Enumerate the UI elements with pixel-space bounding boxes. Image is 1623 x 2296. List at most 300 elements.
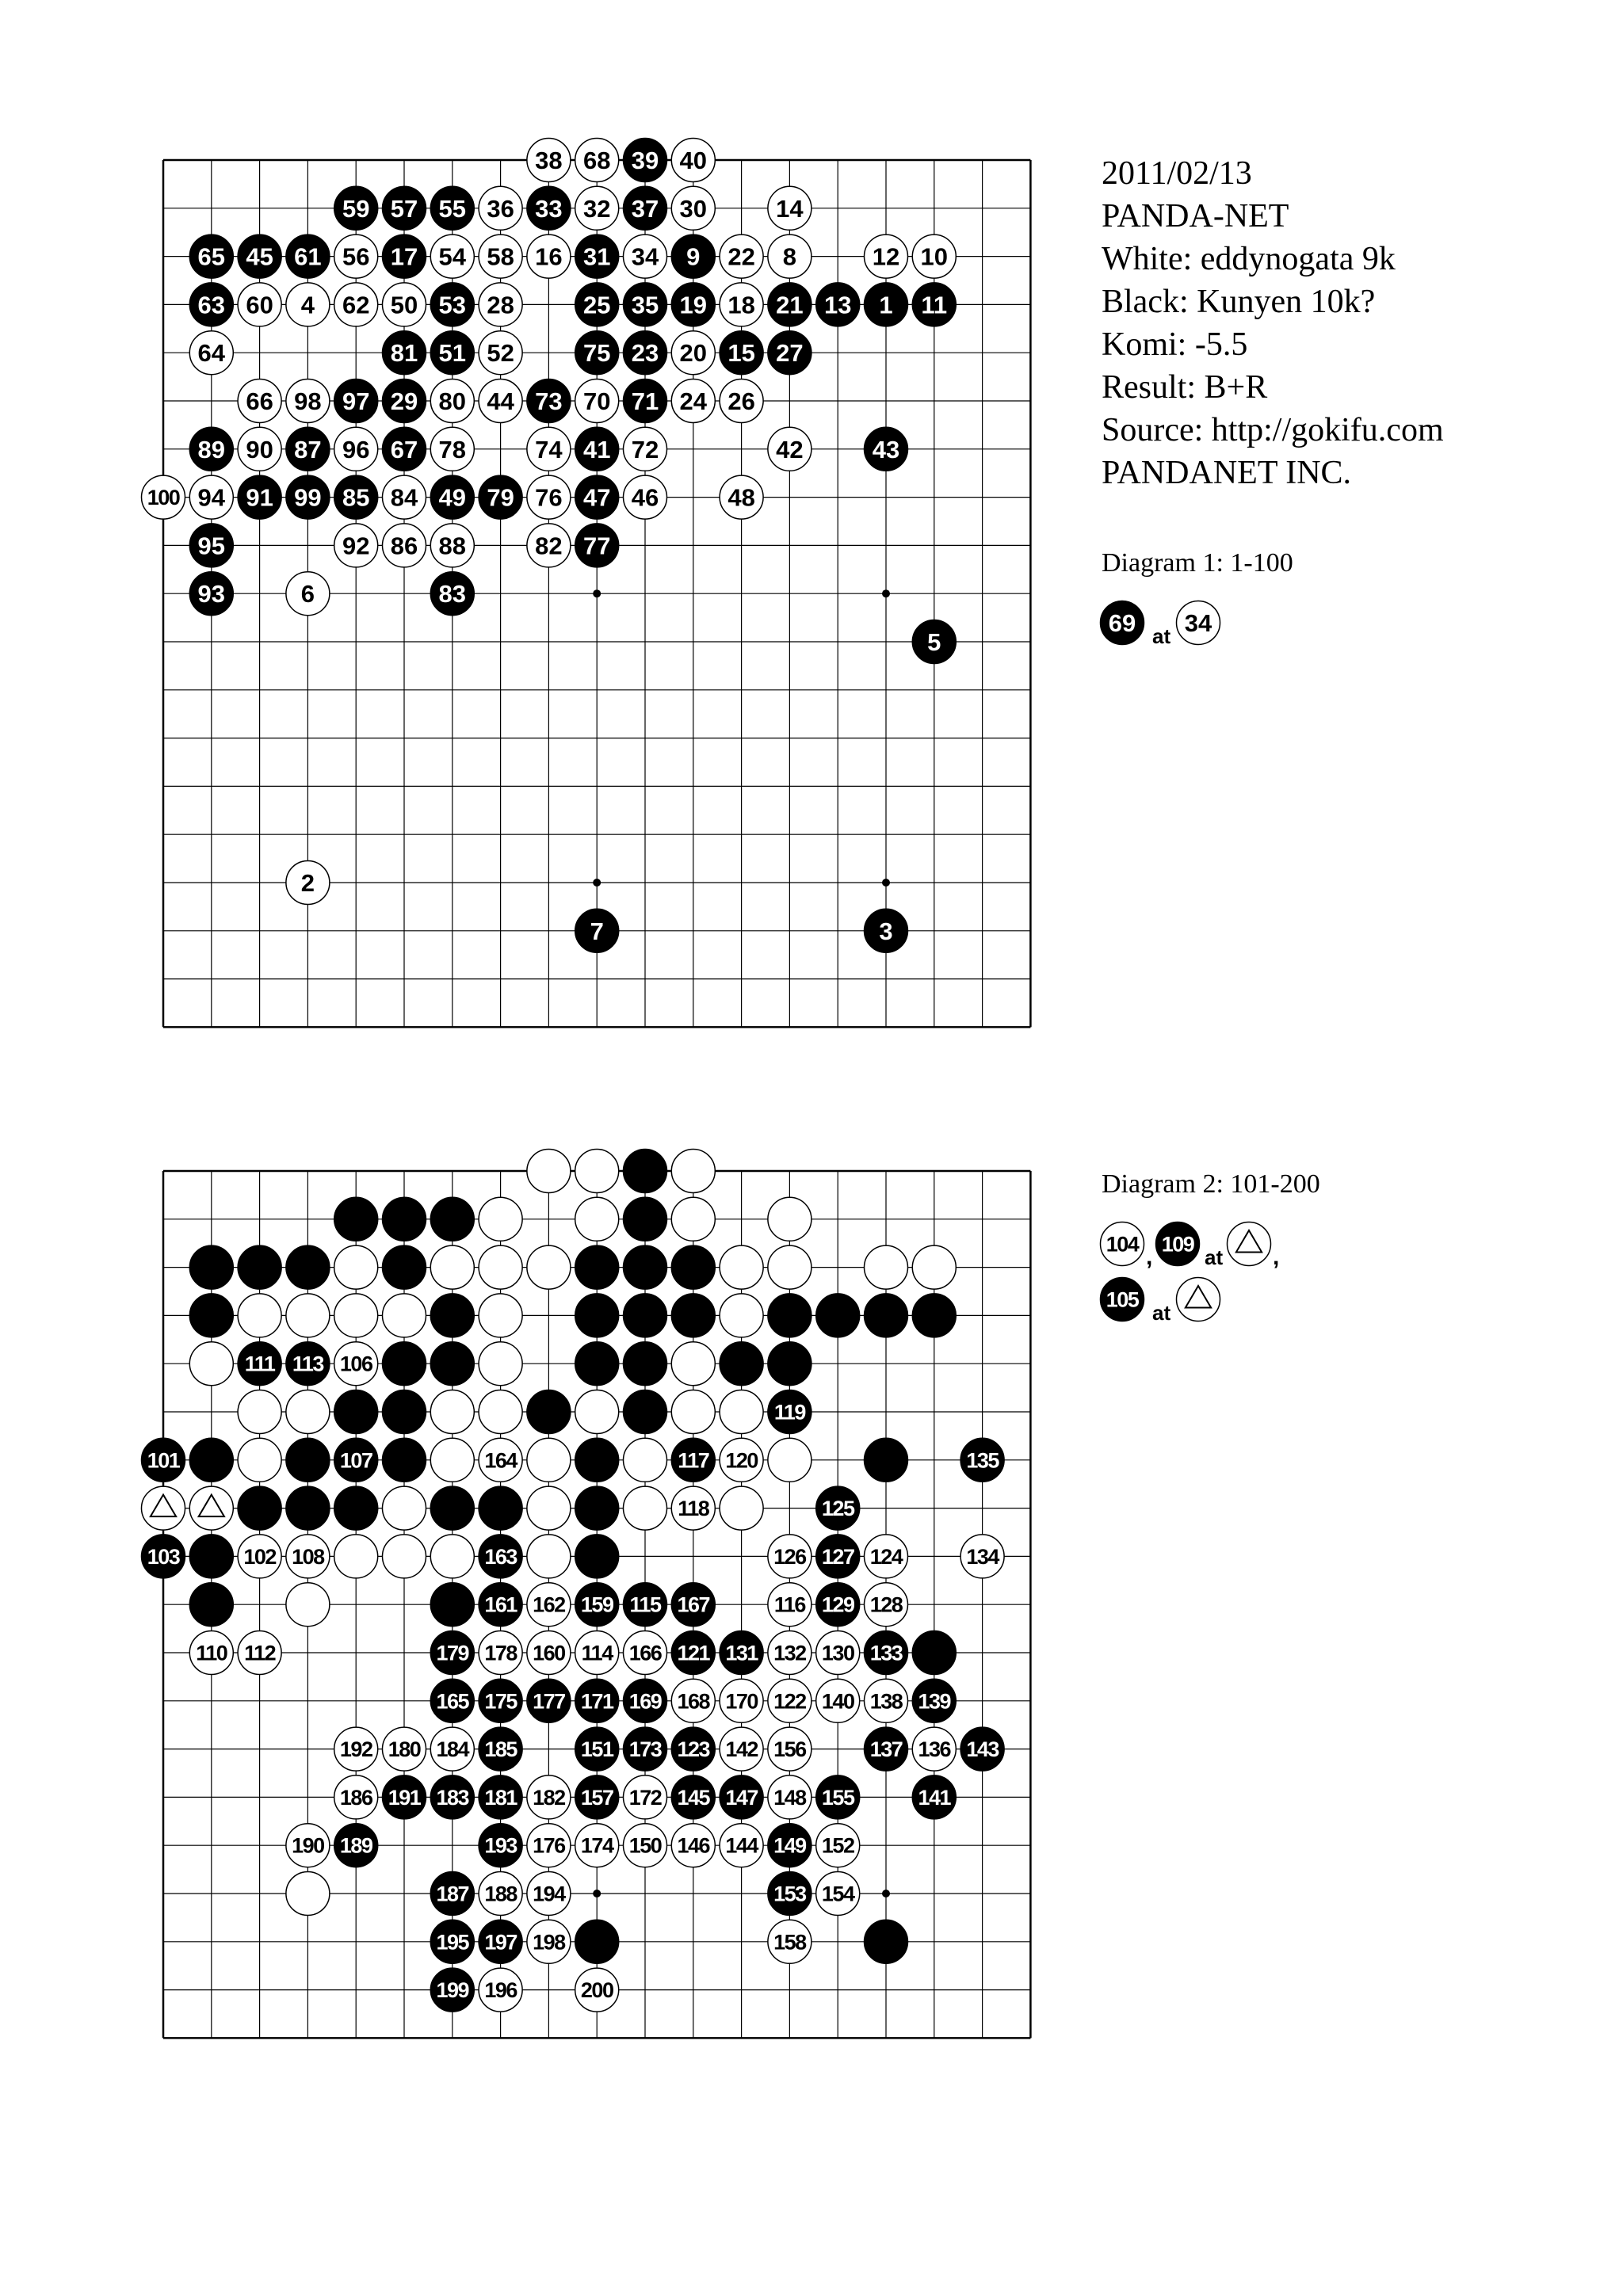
- white-stone: [671, 1342, 715, 1386]
- white-stone: [527, 427, 571, 471]
- white-stone: [527, 1438, 571, 1482]
- white-stone: [768, 1775, 812, 1819]
- white-stone: [671, 379, 715, 423]
- white-stone: [479, 1197, 522, 1241]
- black-stone: [479, 1535, 522, 1578]
- black-stone: [768, 1824, 812, 1867]
- black-stone: [189, 283, 233, 326]
- move-number: 125: [821, 1497, 854, 1521]
- move-number: 152: [821, 1833, 854, 1858]
- star-point: [882, 1890, 890, 1897]
- move-number: 1: [879, 291, 893, 319]
- black-stone: [383, 235, 426, 278]
- move-number: 9: [686, 242, 701, 271]
- black-stone: [624, 1390, 667, 1434]
- black-stone: [189, 1535, 233, 1578]
- white-stone: [720, 283, 763, 326]
- white-stone: [383, 1727, 426, 1771]
- white-stone: [383, 1294, 426, 1337]
- black-stone: [479, 1486, 522, 1530]
- move-number: 161: [484, 1592, 517, 1617]
- white-stone: [334, 524, 378, 567]
- black-stone: [671, 1775, 715, 1819]
- move-number: 108: [292, 1544, 324, 1569]
- move-number: 158: [773, 1930, 806, 1955]
- move-number: 24: [679, 387, 708, 415]
- black-stone: [479, 1679, 522, 1722]
- white-stone: [671, 1679, 715, 1722]
- move-number: 62: [342, 291, 370, 319]
- black-stone: [960, 1727, 1004, 1771]
- black-stone: [430, 1775, 474, 1819]
- move-number: 155: [821, 1785, 854, 1810]
- black-stone: [865, 1727, 908, 1771]
- black-stone: [575, 1775, 619, 1819]
- black-stone: [671, 1727, 715, 1771]
- white-stone: [671, 1150, 715, 1193]
- move-number: 48: [727, 483, 755, 512]
- white-stone: [768, 1920, 812, 1963]
- note-triangle-stone: [1228, 1222, 1271, 1266]
- note-black-stone: [1156, 1222, 1200, 1266]
- move-number: 4: [300, 291, 315, 319]
- white-stone: [189, 1486, 233, 1530]
- move-number: 106: [339, 1352, 372, 1376]
- move-number: 25: [582, 291, 611, 319]
- stones: [142, 1150, 1005, 2012]
- white-stone: [430, 427, 474, 471]
- black-stone: [527, 1390, 571, 1434]
- black-stone: [334, 379, 378, 423]
- white-stone: [479, 235, 522, 278]
- move-number: 79: [487, 483, 514, 512]
- white-stone: [671, 139, 715, 182]
- go-board-diagram-1: [0, 0, 1070, 1125]
- note-at-text: at: [1152, 1301, 1171, 1325]
- diagram-2-note: [1097, 1217, 1398, 1336]
- black-stone: [912, 1631, 956, 1675]
- black-stone: [575, 1245, 619, 1289]
- white-stone: [575, 1150, 619, 1193]
- move-number: 37: [631, 194, 659, 223]
- move-number: 112: [244, 1641, 276, 1665]
- white-stone: [479, 1631, 522, 1675]
- black-stone: [430, 1197, 474, 1241]
- white-stone: [720, 1245, 763, 1289]
- move-number: 130: [821, 1641, 854, 1665]
- white-stone: [865, 1535, 908, 1578]
- move-number: 166: [628, 1641, 662, 1665]
- white-stone: [430, 524, 474, 567]
- move-number: 14: [776, 194, 804, 223]
- move-number: 60: [246, 291, 273, 319]
- black-stone: [624, 1150, 667, 1193]
- diagram-2-title: Diagram 2: 101-200: [1102, 1169, 1320, 1199]
- black-stone: [671, 1631, 715, 1675]
- white-stone: [768, 1197, 812, 1241]
- move-number: 83: [438, 580, 467, 608]
- move-number: 120: [725, 1448, 758, 1473]
- black-stone: [286, 1486, 330, 1530]
- white-stone: [527, 1872, 571, 1916]
- black-stone: [430, 1968, 474, 2012]
- white-stone: [430, 1245, 474, 1289]
- black-stone: [624, 331, 667, 375]
- move-number: 45: [246, 242, 273, 271]
- black-stone: [624, 1294, 667, 1337]
- white-stone: [816, 1824, 860, 1867]
- black-stone: [142, 1535, 185, 1578]
- black-stone: [720, 1342, 763, 1386]
- star-point: [882, 589, 890, 597]
- move-number: 58: [487, 242, 514, 271]
- move-number: 136: [918, 1737, 951, 1762]
- black-stone: [575, 331, 619, 375]
- move-number: 168: [677, 1689, 710, 1714]
- move-number: 27: [776, 339, 804, 368]
- black-stone: [912, 1294, 956, 1337]
- black-stone: [430, 1486, 474, 1530]
- note-white-stone: [1177, 601, 1220, 645]
- black-stone: [189, 1245, 233, 1289]
- move-number: 191: [388, 1785, 421, 1810]
- black-stone: [430, 283, 474, 326]
- move-number: 105: [1106, 1287, 1139, 1312]
- white-stone: [575, 379, 619, 423]
- black-stone: [912, 283, 956, 326]
- note-at-text: at: [1205, 1245, 1224, 1269]
- move-number: 121: [677, 1641, 710, 1665]
- white-stone: [527, 1486, 571, 1530]
- black-stone: [671, 1294, 715, 1337]
- move-number: 56: [342, 242, 370, 271]
- white-stone: [383, 283, 426, 326]
- star-point: [593, 589, 601, 597]
- white-stone: [671, 1486, 715, 1530]
- move-number: 156: [773, 1737, 806, 1762]
- black-stone: [816, 1294, 860, 1337]
- move-number: 139: [918, 1689, 951, 1714]
- black-stone: [334, 475, 378, 519]
- move-number: 126: [773, 1544, 806, 1569]
- white-stone: [575, 1631, 619, 1675]
- note-white-stone: [1101, 1222, 1144, 1266]
- black-stone: [575, 283, 619, 326]
- white-stone: [142, 475, 185, 519]
- move-number: 73: [535, 387, 563, 415]
- black-stone: [189, 1438, 233, 1482]
- black-stone: [286, 1342, 330, 1386]
- move-number: 167: [677, 1592, 710, 1617]
- black-stone: [238, 1342, 281, 1386]
- white-stone: [720, 1390, 763, 1434]
- white-stone: [865, 1583, 908, 1627]
- move-number: 174: [580, 1833, 613, 1858]
- move-number: 104: [1106, 1232, 1139, 1257]
- move-number: 29: [390, 387, 418, 415]
- black-stone: [865, 1920, 908, 1963]
- move-number: 66: [246, 387, 273, 415]
- white-stone: [671, 1390, 715, 1434]
- black-stone: [334, 1197, 378, 1241]
- white-stone: [286, 861, 330, 905]
- black-stone: [960, 1438, 1004, 1482]
- move-number: 176: [533, 1833, 565, 1858]
- white-stone: [816, 1872, 860, 1916]
- white-stone: [334, 427, 378, 471]
- white-stone: [575, 186, 619, 230]
- white-stone: [527, 1775, 571, 1819]
- star-point: [593, 1890, 601, 1897]
- black-stone: [624, 139, 667, 182]
- white-stone: [575, 1197, 619, 1241]
- move-number: 85: [342, 483, 370, 512]
- move-number: 15: [727, 339, 755, 368]
- black-stone: [575, 1486, 619, 1530]
- move-number: 95: [197, 532, 226, 560]
- black-stone: [286, 1438, 330, 1482]
- black-stone: [671, 1245, 715, 1289]
- move-number: 28: [487, 291, 514, 319]
- black-stone: [624, 379, 667, 423]
- move-number: 31: [582, 242, 611, 271]
- black-stone: [720, 1775, 763, 1819]
- white-stone: [575, 139, 619, 182]
- move-number: 193: [484, 1833, 517, 1858]
- move-number: 163: [484, 1544, 517, 1569]
- move-number: 47: [582, 483, 611, 512]
- black-stone: [624, 1679, 667, 1722]
- black-stone: [865, 1294, 908, 1337]
- move-number: 164: [484, 1448, 517, 1473]
- move-number: 192: [339, 1737, 372, 1762]
- game-event: PANDA-NET: [1102, 198, 1289, 235]
- move-number: 89: [197, 435, 226, 463]
- white-stone: [334, 1535, 378, 1578]
- black-stone: [383, 1197, 426, 1241]
- black-stone: [189, 235, 233, 278]
- move-number: 7: [590, 917, 604, 945]
- black-stone: [238, 235, 281, 278]
- move-number: 148: [773, 1785, 806, 1810]
- white-stone: [768, 1631, 812, 1675]
- white-stone: [238, 1438, 281, 1482]
- white-stone: [479, 283, 522, 326]
- black-stone: [575, 1438, 619, 1482]
- move-number: 88: [438, 532, 467, 560]
- move-number: 98: [294, 387, 322, 415]
- white-stone: [479, 1390, 522, 1434]
- white-stone: [624, 1824, 667, 1867]
- game-info-panel: [1102, 152, 1444, 494]
- move-number: 169: [628, 1689, 662, 1714]
- white-stone: [238, 1390, 281, 1434]
- black-stone: [768, 1294, 812, 1337]
- move-number: 77: [582, 532, 611, 560]
- white-stone: [720, 379, 763, 423]
- source: Source: http://gokifu.com: [1102, 412, 1444, 448]
- black-stone: [865, 427, 908, 471]
- move-number: 145: [677, 1785, 710, 1810]
- black-stone: [383, 1390, 426, 1434]
- note-at-text: at: [1152, 624, 1171, 648]
- white-stone: [189, 475, 233, 519]
- black-stone: [671, 1583, 715, 1627]
- move-number: 159: [580, 1592, 613, 1617]
- white-stone: [430, 1727, 474, 1771]
- black-stone: [189, 427, 233, 471]
- move-number: 162: [533, 1592, 565, 1617]
- white-stone: [671, 1197, 715, 1241]
- black-stone: [383, 427, 426, 471]
- move-number: 142: [725, 1737, 758, 1762]
- white-stone: [624, 427, 667, 471]
- move-number: 35: [631, 291, 659, 319]
- white-stone: [430, 1438, 474, 1482]
- black-stone: [671, 1438, 715, 1482]
- white-stone: [430, 1390, 474, 1434]
- white-stone: [238, 1535, 281, 1578]
- black-stone: [286, 427, 330, 471]
- black-stone: [575, 1679, 619, 1722]
- black-stone: [671, 283, 715, 326]
- move-number: 92: [342, 532, 370, 560]
- move-number: 75: [582, 339, 611, 368]
- white-stone: [912, 1727, 956, 1771]
- move-number: 34: [1184, 609, 1212, 637]
- black-stone: [334, 1486, 378, 1530]
- move-number: 20: [679, 339, 708, 368]
- black-stone: [816, 283, 860, 326]
- move-number: 171: [580, 1689, 613, 1714]
- white-stone: [671, 186, 715, 230]
- black-stone: [671, 235, 715, 278]
- move-number: 97: [342, 387, 370, 415]
- white-stone: [383, 1486, 426, 1530]
- move-number: 200: [580, 1978, 613, 2003]
- white-stone: [527, 475, 571, 519]
- white-stone: [286, 1294, 330, 1337]
- move-number: 129: [821, 1592, 854, 1617]
- move-number: 40: [679, 147, 708, 174]
- black-stone: [527, 1679, 571, 1722]
- move-number: 184: [436, 1737, 469, 1762]
- black-stone: [624, 1245, 667, 1289]
- white-stone: [720, 1294, 763, 1337]
- move-number: 21: [776, 291, 804, 319]
- move-number: 182: [533, 1785, 565, 1810]
- move-number: 137: [869, 1737, 903, 1762]
- black-stone: [575, 1920, 619, 1963]
- move-number: 69: [1108, 609, 1136, 637]
- move-number: 143: [966, 1737, 999, 1762]
- white-stone: [479, 1342, 522, 1386]
- white-stone: [238, 1631, 281, 1675]
- white-stone: [575, 1390, 619, 1434]
- move-number: 67: [390, 435, 418, 463]
- white-stone: [624, 1631, 667, 1675]
- move-number: 81: [390, 339, 418, 368]
- white-stone: [238, 1294, 281, 1337]
- black-stone: [768, 1342, 812, 1386]
- white-stone: [334, 1294, 378, 1337]
- black-stone: [383, 1342, 426, 1386]
- move-number: 99: [294, 483, 322, 512]
- white-stone: [383, 1535, 426, 1578]
- white-stone: [768, 1679, 812, 1722]
- black-stone: [189, 572, 233, 616]
- move-number: 144: [725, 1833, 758, 1858]
- white-stone: [479, 379, 522, 423]
- black-stone: [430, 1872, 474, 1916]
- black-stone: [768, 1872, 812, 1916]
- move-number: 11: [921, 291, 948, 319]
- black-stone: [479, 1775, 522, 1819]
- move-number: 90: [246, 435, 273, 463]
- black-stone: [768, 1390, 812, 1434]
- move-number: 93: [197, 580, 226, 608]
- move-number: 199: [436, 1978, 469, 2003]
- white-stone: [527, 1535, 571, 1578]
- white-stone: [720, 475, 763, 519]
- black-stone: [238, 1245, 281, 1289]
- white-stone: [334, 1342, 378, 1386]
- black-stone: [430, 572, 474, 616]
- black-stone: [768, 331, 812, 375]
- black-stone: [912, 1775, 956, 1819]
- black-stone: [624, 1583, 667, 1627]
- move-number: 146: [677, 1833, 710, 1858]
- black-stone: [575, 475, 619, 519]
- game-date: 2011/02/13: [1102, 155, 1252, 192]
- move-number: 185: [484, 1737, 517, 1762]
- black-stone: [430, 186, 474, 230]
- move-number: 194: [533, 1882, 565, 1906]
- move-number: 124: [869, 1544, 903, 1569]
- move-number: 135: [966, 1448, 999, 1473]
- white-stone: [720, 235, 763, 278]
- white-stone: [430, 235, 474, 278]
- move-number: 51: [438, 339, 467, 368]
- move-number: 57: [390, 194, 418, 223]
- black-stone: [575, 1342, 619, 1386]
- move-number: 196: [484, 1978, 517, 2003]
- white-stone: [671, 1824, 715, 1867]
- move-number: 123: [677, 1737, 710, 1762]
- black-stone: [430, 1631, 474, 1675]
- white-stone: [527, 1920, 571, 1963]
- white-stone: [479, 1294, 522, 1337]
- black-stone: [575, 1294, 619, 1337]
- white-stone: [768, 1245, 812, 1289]
- move-number: 140: [821, 1689, 854, 1714]
- move-number: 117: [678, 1448, 709, 1473]
- move-number: 33: [535, 194, 563, 223]
- move-number: 84: [390, 483, 418, 512]
- white-stone: [671, 331, 715, 375]
- move-number: 32: [582, 194, 611, 223]
- black-stone: [189, 1294, 233, 1337]
- white-stone: [768, 1438, 812, 1482]
- white-stone: [238, 283, 281, 326]
- black-stone: [527, 186, 571, 230]
- white-stone: [430, 1535, 474, 1578]
- move-number: 115: [629, 1592, 661, 1617]
- black-stone: [720, 331, 763, 375]
- move-number: 141: [918, 1785, 951, 1810]
- white-stone: [189, 331, 233, 375]
- black-stone: [238, 1486, 281, 1530]
